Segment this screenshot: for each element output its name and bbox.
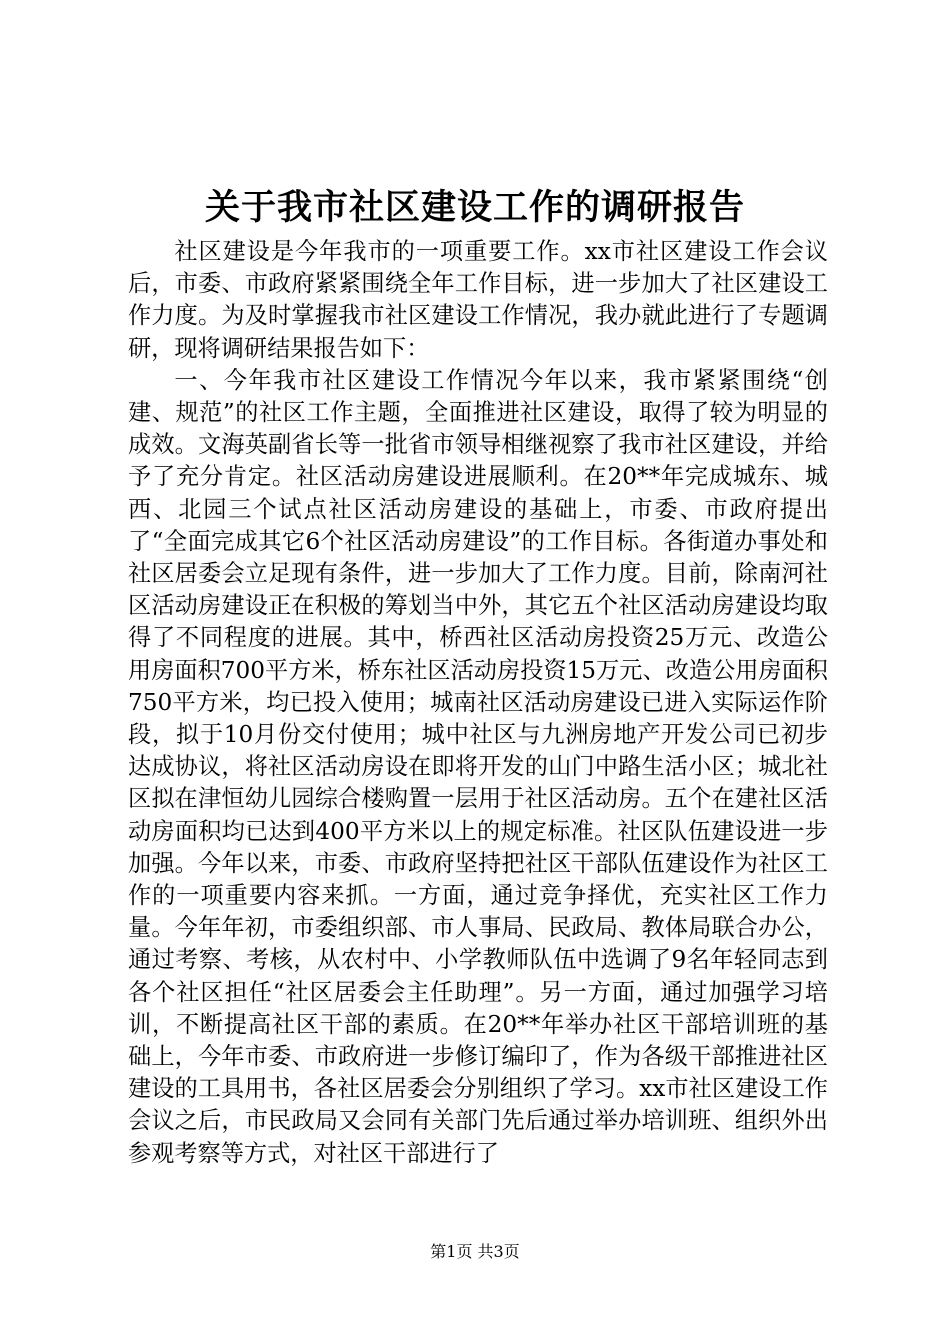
document-title: 关于我市社区建设工作的调研报告: [204, 187, 745, 228]
paragraph-section-one: 一、今年我市社区建设工作情况今年以来，我市紧紧围绕“创建、规范”的社区工作主题，全面推进社区建设，取得了较为明显的成效。文海英副省长等一批省市领导相继视察了我市社区建设，并给予了充分肯定。社区活动房建设进展顺利。在20**年完成城东、城西、北园三个试点社区活动房建设的基础上，市委、市政府提出了“全面完成其它6个社区活动房建设”的工作目标。各街道办事处和社区居委会立足现有条件，进一步加大了工作力度。目前，除南河社区活动房建设正在积极的筹划当中外，其它五个社区活动房建设均取得了不同程度的进展。其中，桥西社区活动房投资25万元、改造公用房面积700平方米，桥东社区活动房投资15万元、改造公用房面积750平方米，均已投入使用；城南社区活动房建设已进入实际运作阶段，拟于10月份交付使用；城中社区与九洲房地产开发公司已初步达成协议，将社区活动房设在即将开发的山门中路生活小区；城北社区拟在津恒幼儿园综合楼购置一层用于社区活动房。五个在建社区活动房面积均已达到400平方米以上的规定标准。社区队伍建设进一步加强。今年以来，市委、市政府坚持把社区干部队伍建设作为社区工作的一项重要内容来抓。一方面，通过竞争择优，充实社区工作力量。今年年初，市委组织部、市人事局、民政局、教体局联合办公，通过考察、考核，从农村中、小学教师队伍中选调了9名年轻同志到各个社区担任“社区居委会主任助理”。另一方面，通过加强学习培训，不断提高社区干部的素质。在20**年举办社区干部培训班的基础上，今年市委、市政府进一步修订编印了，作为各级干部推进社区建设的工具用书，各社区居委会分别组织了学习。xx市社区建设工作会议之后，市民政局又会同有关部门先后通过举办培训班、组织外出参观考察等方式，对社区干部进行了: [128, 366, 828, 1167]
paragraph-intro: 社区建设是今年我市的一项重要工作。xx市社区建设工作会议后，市委、市政府紧紧围绕全年工作目标，进一步加大了社区建设工作力度。为及时掌握我市社区建设工作情况，我办就此进行了专题调研，现将调研结果报告如下：: [128, 238, 828, 362]
page-number-footer: 第1页 共3页: [430, 1242, 520, 1261]
document-body: [128, 236, 828, 1170]
